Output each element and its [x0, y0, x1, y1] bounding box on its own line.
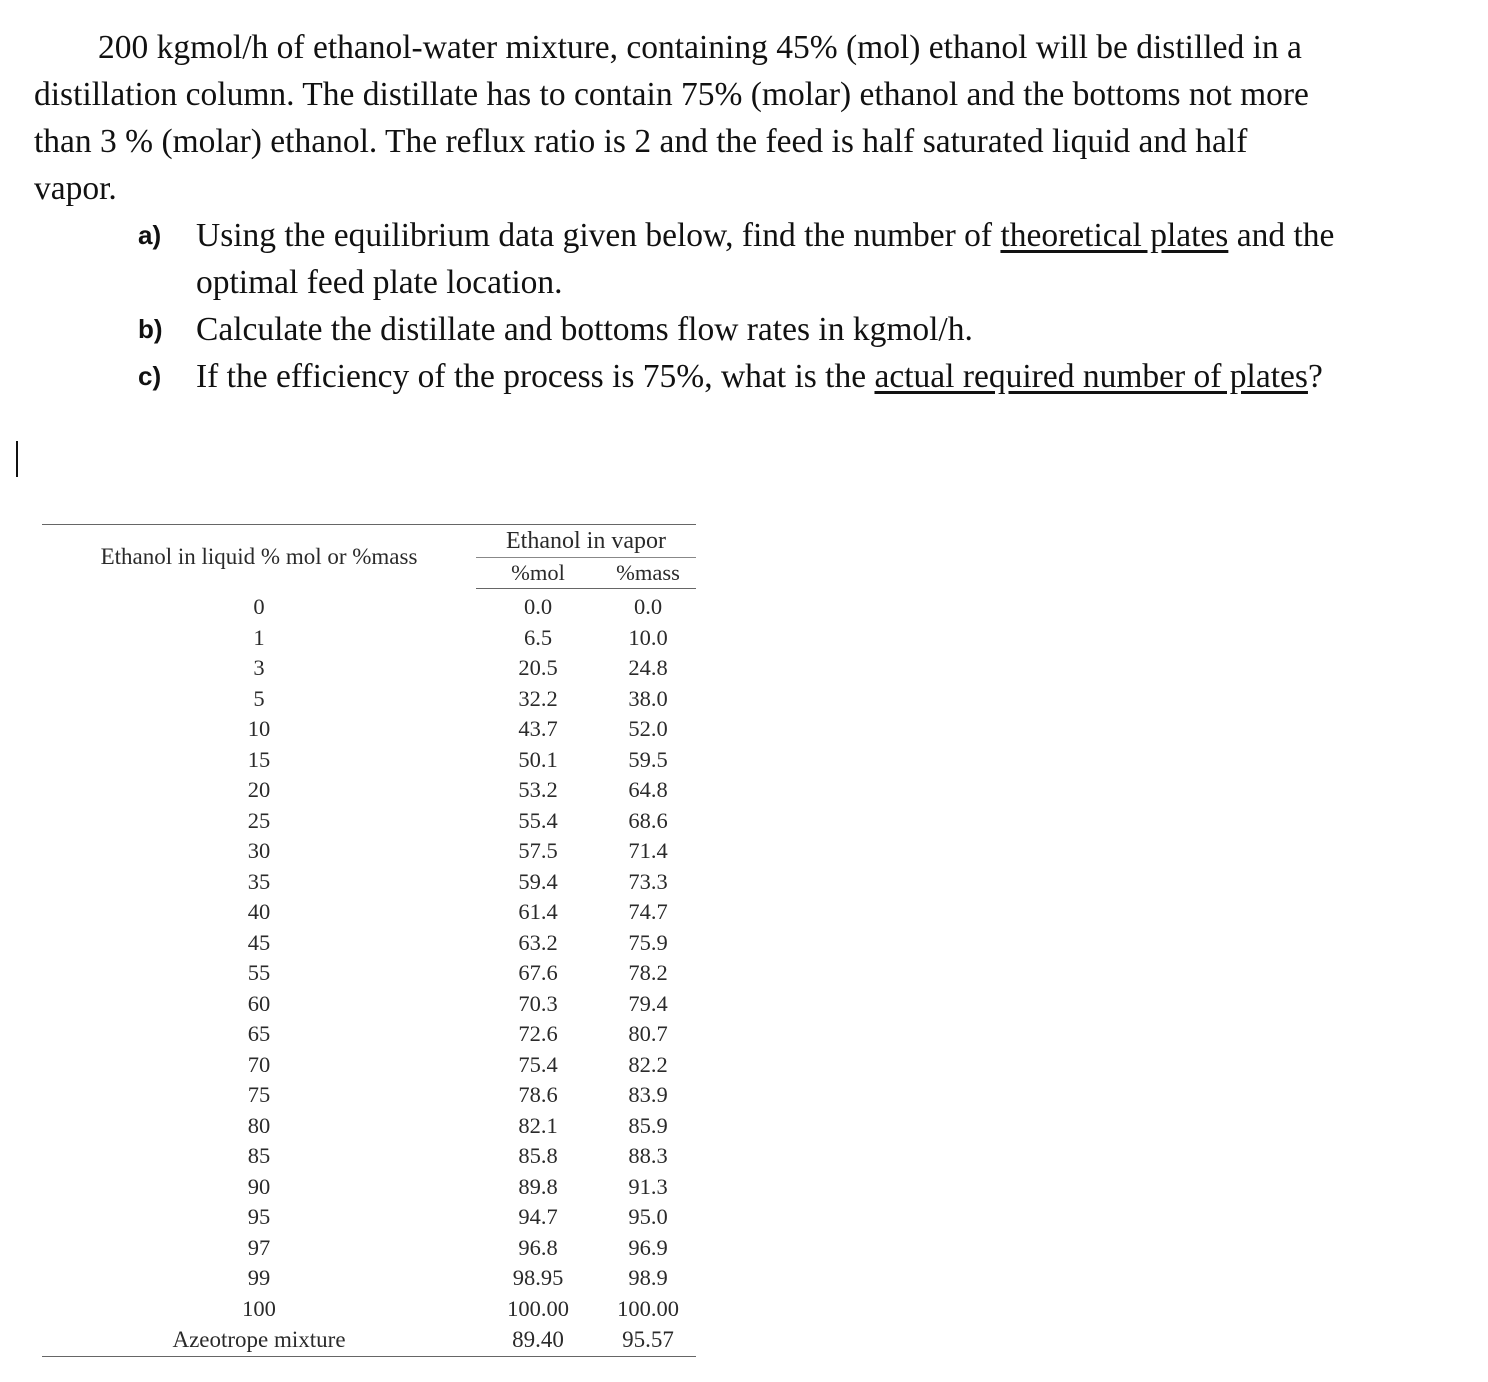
liquid-value-cell: 70	[247, 1051, 271, 1077]
problem-statement	[34, 24, 1334, 212]
vapor-mass-cell: 98.9	[628, 1265, 668, 1290]
table-row	[42, 1019, 696, 1050]
question-marker: c)	[138, 361, 162, 391]
question-text-before: If the efficiency of the process is 75%, what is the	[196, 358, 875, 395]
vapor-mol-cell: 67.6	[518, 960, 558, 985]
liquid-value-cell: 3	[253, 655, 265, 680]
vapor-mass-cell: 80.7	[628, 1021, 668, 1046]
question-marker: b)	[138, 314, 163, 344]
table-row	[42, 928, 696, 959]
question-marker: a)	[138, 220, 162, 250]
vapor-mass-cell: 75.9	[628, 929, 668, 955]
vapor-mol-cell: 61.4	[518, 899, 558, 924]
table-row	[42, 775, 696, 806]
vapor-mass-cell: 74.7	[628, 899, 668, 924]
question-item	[138, 212, 1438, 306]
table-row	[42, 1172, 696, 1203]
vapor-mass-cell: 95.0	[628, 1204, 668, 1229]
table-row	[42, 1233, 696, 1264]
table-row	[42, 1294, 696, 1325]
header-vapor: Ethanol in vapor	[476, 525, 696, 558]
table-row	[42, 958, 696, 989]
vapor-mass-cell: 79.4	[628, 990, 668, 1016]
question-text-underlined: actual required number of plates	[874, 358, 1308, 395]
vapor-mol-cell: 55.4	[518, 807, 558, 833]
vapor-mol-cell: 82.1	[518, 1112, 558, 1138]
vapor-mol-cell: 72.6	[518, 1021, 558, 1046]
equilibrium-data-table	[42, 524, 696, 1357]
header-mass: %mass	[600, 558, 696, 589]
liquid-value-cell: 30	[247, 838, 271, 863]
liquid-value-cell: 5	[253, 685, 265, 711]
table-body	[42, 589, 696, 1325]
vapor-mol-cell: 20.5	[518, 655, 558, 680]
liquid-value-cell: 60	[247, 990, 271, 1016]
vapor-mass-cell: 85.9	[628, 1112, 668, 1138]
vapor-mol-cell: 63.2	[518, 929, 558, 955]
liquid-value-cell: 35	[247, 868, 271, 894]
vapor-mass-cell: 24.8	[628, 655, 668, 680]
question-item	[138, 306, 1438, 353]
vapor-mass-cell: 88.3	[628, 1143, 668, 1168]
table-row	[42, 745, 696, 776]
liquid-value-cell: 75	[247, 1082, 271, 1107]
table-row	[42, 653, 696, 684]
table-row	[42, 1050, 696, 1081]
footer-mol: 89.40	[476, 1324, 600, 1357]
vapor-mass-cell: 71.4	[628, 838, 668, 863]
liquid-value-cell: 0	[253, 593, 265, 619]
vapor-mass-cell: 78.2	[628, 960, 668, 985]
header-liquid: Ethanol in liquid % mol or %mass	[42, 525, 476, 589]
question-text-underlined: theoretical plates	[1000, 217, 1229, 254]
liquid-value-cell: 99	[247, 1265, 271, 1290]
liquid-value-cell: 90	[247, 1173, 271, 1199]
vapor-mol-cell: 75.4	[518, 1051, 558, 1077]
vapor-mol-cell: 50.1	[518, 746, 558, 772]
table-row	[42, 1141, 696, 1172]
liquid-value-cell: 10	[247, 716, 271, 741]
vapor-mol-cell: 78.6	[518, 1082, 558, 1107]
liquid-value-cell: 25	[247, 807, 271, 833]
vapor-mol-cell: 96.8	[518, 1234, 558, 1260]
table-row	[42, 684, 696, 715]
vapor-mol-cell: 6.5	[523, 624, 553, 650]
header-mol: %mol	[476, 558, 600, 589]
question-text-before: Calculate the distillate and bottoms flow rates in kgmol/h.	[196, 311, 973, 348]
table-footer-row	[42, 1324, 696, 1357]
footer-mass: 95.57	[600, 1324, 696, 1357]
vapor-mass-cell: 64.8	[628, 777, 668, 802]
vapor-mol-cell: 89.8	[518, 1173, 558, 1199]
table-row	[42, 989, 696, 1020]
vapor-mass-cell: 68.6	[628, 807, 668, 833]
vapor-mass-cell: 52.0	[628, 716, 668, 741]
vapor-mol-cell: 43.7	[518, 716, 558, 741]
table-row	[42, 623, 696, 654]
vapor-mass-cell: 96.9	[628, 1234, 668, 1260]
table-row	[42, 1111, 696, 1142]
liquid-value-cell: 1	[253, 624, 265, 650]
liquid-value-cell: 45	[247, 929, 271, 955]
table-row	[42, 836, 696, 867]
vapor-mass-cell: 59.5	[628, 746, 668, 772]
vapor-mol-cell: 53.2	[518, 777, 558, 802]
vapor-mol-cell: 100.00	[507, 1295, 569, 1321]
vapor-mass-cell: 82.2	[628, 1051, 668, 1077]
liquid-value-cell: 95	[247, 1204, 271, 1229]
vapor-mol-cell: 32.2	[518, 685, 558, 711]
vapor-mass-cell: 73.3	[628, 868, 668, 894]
table-row	[42, 714, 696, 745]
vapor-mass-cell: 0.0	[633, 594, 663, 619]
liquid-value-cell: 55	[247, 960, 271, 985]
vapor-mol-cell: 57.5	[518, 838, 558, 863]
liquid-value-cell: 15	[247, 746, 271, 772]
vapor-mass-cell: 100.00	[617, 1295, 679, 1321]
vapor-mol-cell: 94.7	[518, 1204, 558, 1229]
vapor-mol-cell: 85.8	[518, 1143, 558, 1168]
liquid-value-cell: 65	[247, 1021, 271, 1046]
table-row	[42, 1080, 696, 1111]
vapor-mol-cell: 70.3	[518, 990, 558, 1016]
table-row	[42, 897, 696, 928]
question-list	[138, 212, 1438, 400]
liquid-value-cell: 100	[242, 1295, 276, 1321]
liquid-value-cell: 80	[247, 1112, 271, 1138]
vapor-mass-cell: 10.0	[628, 624, 668, 650]
table-row	[42, 589, 696, 623]
question-text-before: Using the equilibrium data given below, find the number of	[196, 217, 1001, 254]
question-item	[138, 353, 1438, 400]
liquid-value-cell: 85	[247, 1143, 271, 1168]
vapor-mol-cell: 98.95	[512, 1265, 564, 1290]
text-cursor[interactable]	[16, 441, 18, 477]
liquid-value-cell: 40	[247, 899, 271, 924]
vapor-mass-cell: 91.3	[628, 1173, 668, 1199]
question-text-after: ?	[1307, 358, 1323, 395]
liquid-value-cell: 20	[247, 777, 271, 802]
vapor-mol-cell: 0.0	[523, 594, 553, 619]
vapor-mass-cell: 38.0	[628, 685, 668, 711]
table-row	[42, 1263, 696, 1294]
table-row	[42, 867, 696, 898]
footer-label: Azeotrope mixture	[42, 1324, 476, 1357]
vapor-mass-cell: 83.9	[628, 1082, 668, 1107]
table-row	[42, 806, 696, 837]
question-text-after: and the optimal feed plate location.	[196, 217, 1335, 301]
table-row	[42, 1202, 696, 1233]
liquid-value-cell: 97	[247, 1234, 271, 1260]
problem-text: 200 kgmol/h of ethanol-water mixture, containing 45% (mol) ethanol will be distilled in a distillation column. The distillate has to contain 75% (molar) ethanol and the bottoms not more than 3 % (molar) ethanol. The reflux ratio is 2 and the feed is half saturated liquid and half vapor.	[34, 29, 1309, 207]
vapor-mol-cell: 59.4	[518, 868, 558, 894]
